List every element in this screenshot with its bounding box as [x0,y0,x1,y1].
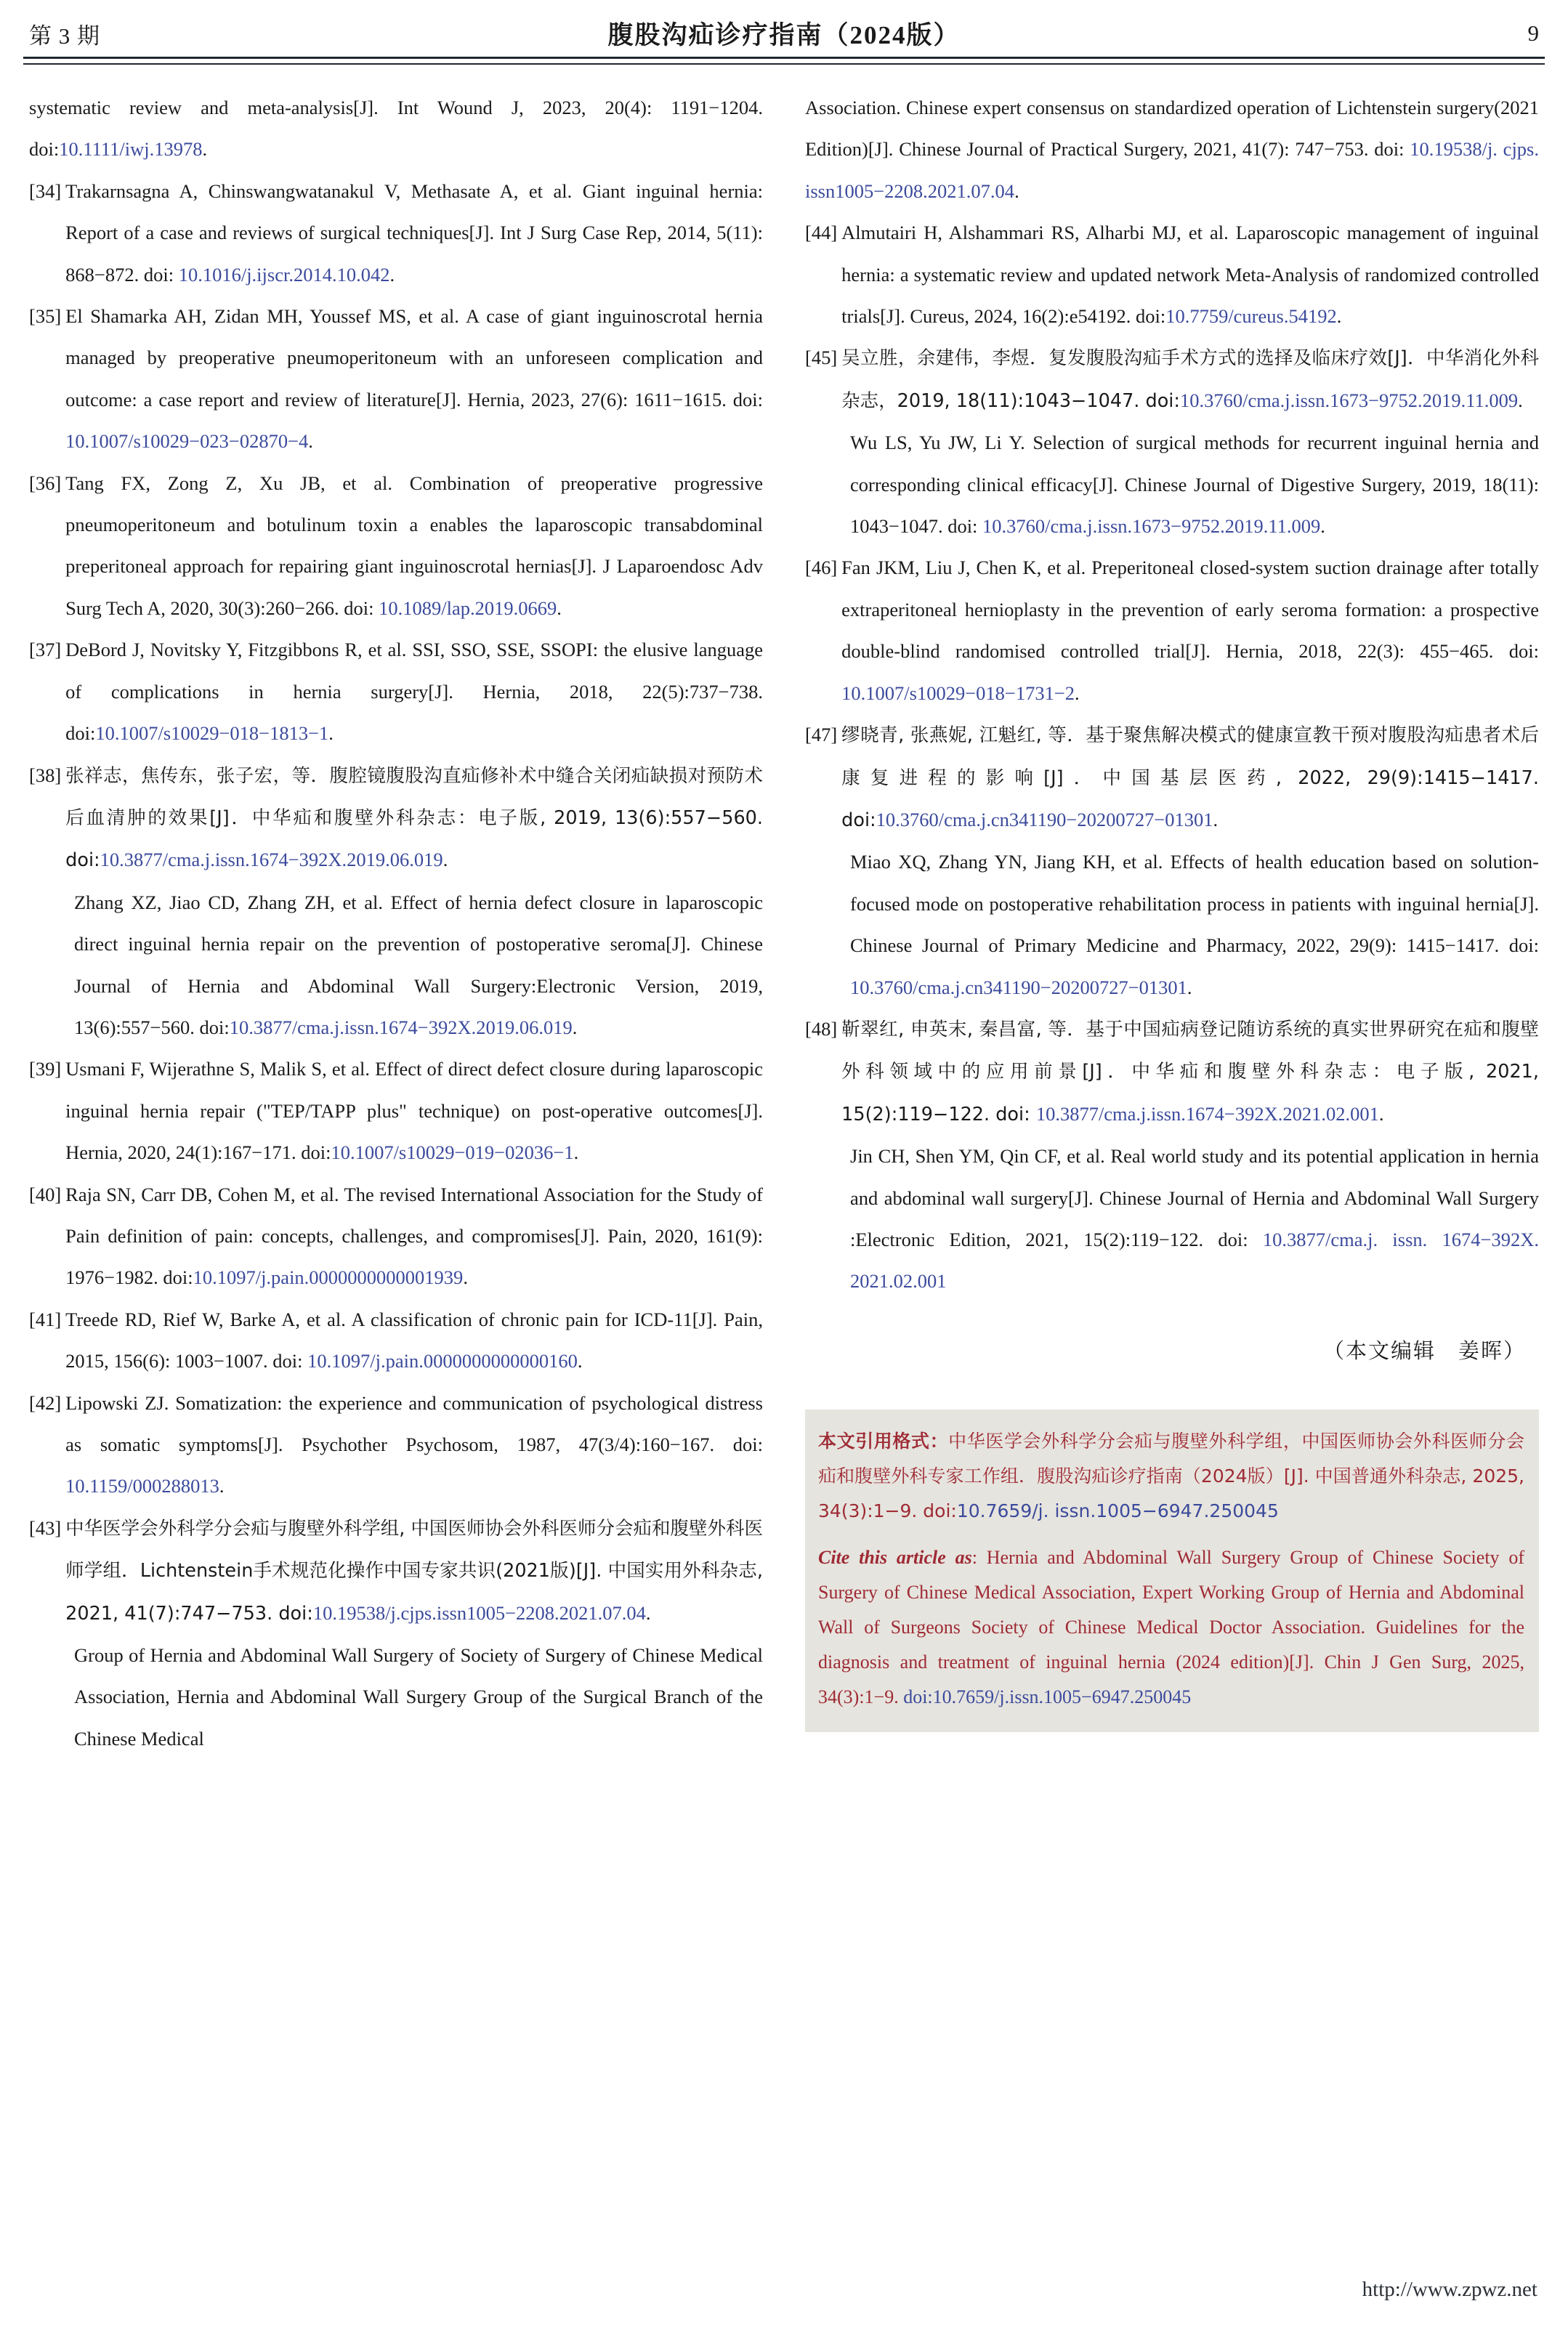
page-title: 腹股沟疝诊疗指南（2024版） [607,21,961,49]
citation-box [805,1410,1539,1732]
text-run: Group of Hernia and Abdominal Wall Surgery of Society of Surgery of Chinese Medical Association, Hernia and Abdominal Wall Surgery Group of the Surgical Branch of the Chinese Medical [74,1644,763,1750]
doi-link[interactable]: 10.1007/s10029−018−1813−1 [95,722,329,745]
text-run: Zhang XZ, Jiao CD, Zhang ZH, et al. Effect of hernia defect closure in laparoscopic direct inguinal hernia repair on the prevention of postoperative seroma[J]. Chinese Journal of Hernia and Abdominal Wall Surgery:Electronic Version, 2019, 13(6):557−560. doi: [74,891,763,1038]
right-column [805,87,1539,2223]
reference-item [805,337,1539,422]
reference-item [805,547,1539,714]
doi-link[interactable]: 10.1097/j.pain.0000000000001939 [193,1266,464,1289]
issue-label: 第 3 期 [29,23,100,49]
doi-link[interactable]: 10.1007/s10029−023−02870−4 [65,430,309,453]
reference-text [65,1383,763,1508]
text-run: Almutairi H, Alshammari RS, Alharbi MJ, et al. Laparoscopic management of inguinal hernia: a systematic review and updated network Meta-Analysis of randomized controlled trials[J]. Cureus, 2024, 16(2):e54192. doi: [841,222,1539,328]
doi-link[interactable]: 10.1007/s10029−019−02036−1 [331,1141,574,1164]
reference-text [65,1508,763,1635]
doi-link[interactable]: 10.1089/lap.2019.0669 [379,597,557,619]
citation-chinese-doi[interactable]: 10.7659/j. issn.1005−6947.250045 [956,1500,1279,1521]
doi-link[interactable]: 10.1007/s10029−018−1731−2 [841,682,1075,704]
header-rule [23,57,1545,65]
reference-translation-text [850,422,1539,547]
doi-link[interactable]: 10.1111/iwj.13978 [59,138,203,161]
reference-tag: [34] [29,179,62,202]
footer-url[interactable]: http://www.zpwz.net [1362,2278,1537,2301]
reference-tag: [42] [29,1391,62,1414]
reference-item [29,171,763,296]
text-run: . [1187,976,1192,998]
text-run: Fan JKM, Liu J, Chen K, et al. Preperitoneal closed-system suction drainage after totally extraperitoneal hernioplasty in the prevention of early seroma formation: a prospective double-blind randomised controlled trial[J]. Hernia, 2018, 22(3): 455−465. doi: [841,557,1539,663]
reference-text [841,1008,1539,1136]
doi-link[interactable]: 10.3877/cma.j.issn.1674−392X.2021.02.001 [1035,1102,1379,1125]
text-run: DeBord J, Novitsky Y, Fitzgibbons R, et al. SSI, SSO, SSE, SSOPI: the elusive language of complications in hernia surgery[J]. Hernia, 2018, 22(5):737−738. doi: [65,639,763,745]
citation-chinese-body: 中华医学会外科学分会疝与腹壁外科学组，中国医师协会外科医师分会疝和腹壁外科专家工作组．腹股沟疝诊疗指南（2024版）[J]. 中国普通外科杂志, 2025, 34(3):1−9. doi: [818,1430,1524,1521]
doi-link[interactable]: 10.3760/cma.j.issn.1673−9752.2019.11.009 [982,515,1321,538]
reference-item [29,755,763,882]
reference-item [29,463,763,630]
reference-translation [805,841,1539,1008]
doi-link[interactable]: 10.1159/000288013 [65,1475,219,1497]
reference-tag: [43] [29,1516,62,1539]
reference-text [65,629,763,754]
running-head [29,13,1539,54]
text-run: Usmani F, Wijerathne S, Malik S, et al. Effect of direct defect closure during laparoscopic inguinal hernia repair ("TEP/TAPP plus" technique) on post-operative outcomes[J]. Hernia, 2020, 24(1):167−171. doi: [65,1058,763,1164]
reference-translation [29,882,763,1049]
reference-item [29,629,763,754]
reference-continuation [29,87,763,171]
reference-text [65,1299,763,1383]
reference-text [65,755,763,882]
reference-item [805,714,1539,841]
text-run: . [1213,808,1219,830]
reference-tag: [40] [29,1183,62,1205]
text-run: . [645,1601,651,1624]
citation-chinese [818,1424,1524,1529]
reference-text [65,296,763,463]
reference-translation [805,1136,1539,1303]
reference-tag: [48] [805,1017,838,1040]
reference-text [841,337,1539,422]
reference-item [29,1383,763,1508]
reference-tag: [46] [805,557,838,579]
text-run: . [1075,682,1080,704]
text-run: Treede RD, Rief W, Barke A, et al. A classification of chronic pain for ICD-11[J]. Pain, 2015, 156(6): 1003−1007. doi: [65,1308,763,1372]
text-run: . [1336,305,1342,328]
reference-columns [29,87,1539,2223]
reference-tag: [37] [29,639,62,661]
text-run: . [1378,1102,1384,1125]
text-run: . [219,1475,225,1497]
reference-text [65,1048,763,1173]
reference-item [29,1174,763,1299]
text-run: Trakarnsagna A, Chinswangwatanakul V, Methasate A, et al. Giant inguinal hernia: Report of a case and reviews of surgical techniques[J]. Int J Surg Case Rep, 2014, 5(11): 868−872. doi: [65,179,763,286]
text-run: . [557,597,562,619]
doi-link[interactable]: 10.3760/cma.j.cn341190−20200727−01301 [850,976,1187,998]
reference-text [841,547,1539,714]
reference-text [841,714,1539,841]
text-run: Jin CH, Shen YM, Qin CF, et al. Real world study and its potential application in hernia and abdominal wall surgery[J]. Chinese Journal of Hernia and Abdominal Wall Surgery :Electronic Edition, 2021, 15(2):119−122. doi: [850,1145,1539,1250]
text-run: . [389,263,395,286]
citation-english-body: : Hernia and Abdominal Wall Surgery Group of Chinese Society of Surgery of Chinese Medical Association, Expert Working Group of Hernia and Abdominal Wall of Surgeons Society of Chinese Medical Doctor Association. Guidelines for the diagnosis and treatment of inguinal hernia (2024 edition)[J]. Chin J Gen Surg, 2025, 34(3):1−9. [818,1546,1524,1707]
text-run: . [442,849,448,871]
reference-text [65,1174,763,1299]
editor-credit: （本文编辑 姜晖） [1322,1338,1526,1363]
reference-text [65,463,763,630]
citation-english-lead: Cite this article as [818,1546,972,1568]
text-run: . [577,1350,583,1372]
reference-item [29,1299,763,1383]
text-run: . [1320,515,1325,538]
left-column [29,87,763,2223]
text-run: systematic review and meta-analysis[J]. Int Wound J, 2023, 20(4): 1191−1204. doi: [29,97,763,161]
text-run: . [308,430,313,453]
chinese-text: 靳翠红, 申英末, 秦昌富, 等．基于中国疝病登记随访系统的真实世界研究在疝和腹壁外科领域中的应用前景[J]．中华疝和腹壁外科杂志：电子版, 2021, 15(2):119−122. doi: [841,1018,1539,1125]
text-run: . [573,1141,579,1164]
doi-link[interactable]: 10.3760/cma.j.issn.1673−9752.2019.11.009 [1179,389,1519,411]
doi-link[interactable]: 10.19538/j. cjps. issn1005−2208.2021.07.04 [805,138,1539,202]
chinese-text: 中华医学会外科学分会疝与腹壁外科学组, 中国医师协会外科医师分会疝和腹壁外科医师学组．Lichtenstein手术规范化操作中国专家共识(2021版)[J]. 中国实用外科杂志, 2021, 41(7):747−753. doi: [65,1517,763,1625]
text-run: . [572,1016,578,1038]
chinese-text: 张祥志，焦传东，张子宏，等．腹腔镜腹股沟直疝修补术中缝合关闭疝缺损对预防术后血清肿的效果[J]．中华疝和腹壁外科杂志：电子版, 2019, 13(6):557−560. doi: [65,764,763,872]
doi-link[interactable]: 10.19538/j.cjps.issn1005−2208.2021.07.04 [312,1601,646,1624]
doi-link[interactable]: 10.3877/cma.j. issn. 1674−392X. 2021.02.001 [850,1228,1539,1293]
reference-item [805,212,1539,337]
doi-link[interactable]: 10.1097/j.pain.0000000000000160 [307,1350,578,1372]
reference-continuation [805,87,1539,212]
reference-tag: [38] [29,764,62,786]
reference-tag: [44] [805,222,838,244]
reference-text [65,171,763,296]
reference-translation [29,1635,763,1760]
text-run: Raja SN, Carr DB, Cohen M, et al. The revised International Association for the Study of Pain definition of pain: concepts, challenges, and compromises[J]. Pain, 2020, 161(9): 1976−1982. doi: [65,1183,763,1289]
doi-link[interactable]: 10.1016/j.ijscr.2014.10.042 [178,263,390,286]
reference-tag: [35] [29,305,62,328]
citation-english [818,1540,1524,1715]
text-run: Association. Chinese expert consensus on standardized operation of Lichtenstein surgery(2021 Edition)[J]. Chinese Journal of Practical Surgery, 2021, 41(7): 747−753. doi: [805,97,1539,161]
citation-english-doi[interactable]: doi:10.7659/j.issn.1005−6947.250045 [903,1686,1192,1707]
text-run: . [463,1266,468,1289]
reference-item [29,296,763,463]
reference-translation-text [850,1136,1539,1303]
reference-tag: [41] [29,1308,62,1330]
reference-tag: [39] [29,1058,62,1080]
text-run: . [202,138,208,161]
chinese-text: 吴立胜，余建伟，李煜．复发腹股沟疝手术方式的选择及临床疗效[J]．中华消化外科杂志，2019, 18(11):1043−1047. doi: [841,347,1539,412]
doi-link[interactable]: 10.3877/cma.j.issn.1674−392X.2019.06.019 [229,1016,573,1038]
text-run: . [1014,179,1019,202]
reference-text [841,212,1539,337]
text-run: Tang FX, Zong Z, Xu JB, et al. Combination of preoperative progressive pneumoperitoneum and botulinum toxin a enables the laparoscopic transabdominal preperitoneal approach for repairing giant inguinoscrotal hernias[J]. J Laparoendosc Adv Surg Tech A, 2020, 30(3):260−266. doi: [65,472,763,619]
text-run: . [1518,389,1523,411]
text-run: Wu LS, Yu JW, Li Y. Selection of surgical methods for recurrent inguinal hernia and corresponding clinical efficacy[J]. Chinese Journal of Digestive Surgery, 2019, 18(11): 1043−1047. doi: [850,432,1539,538]
text-run: Miao XQ, Zhang YN, Jiang KH, et al. Effects of health education based on solution-focused mode on postoperative rehabilitation process in patients with inguinal hernia[J]. Chinese Journal of Primary Medicine and Pharmacy, 2022, 29(9): 1415−1417. doi: [850,851,1539,957]
reference-tag: [47] [805,724,838,746]
reference-translation-text [74,1635,763,1760]
chinese-text: 缪晓青, 张燕妮, 江魁红, 等．基于聚焦解决模式的健康宣教干预对腹股沟疝患者术后康复进程的影响[J]．中国基层医药, 2022, 29(9):1415−1417. doi: [841,724,1539,831]
text-run: Lipowski ZJ. Somatization: the experience and communication of psychological distress as somatic symptoms[J]. Psychother Psychosom, 1987, 47(3/4):160−167. doi: [65,1391,763,1455]
reference-translation [805,422,1539,547]
doi-link[interactable]: 10.7759/cureus.54192 [1165,305,1337,328]
reference-translation-text [74,882,763,1049]
text-run: . [328,722,334,745]
reference-item [29,1048,763,1173]
reference-item [805,1008,1539,1136]
reference-translation-text [850,841,1539,1008]
doi-link[interactable]: 10.3877/cma.j.issn.1674−392X.2019.06.019 [100,849,443,871]
page-number: 9 [1527,20,1539,46]
doi-link[interactable]: 10.3760/cma.j.cn341190−20200727−01301 [876,808,1213,830]
reference-tag: [36] [29,472,62,494]
citation-chinese-lead: 本文引用格式： [818,1430,949,1452]
text-run: El Shamarka AH, Zidan MH, Youssef MS, et al. A case of giant inguinoscrotal hernia managed by preoperative pneumoperitoneum with an unforeseen complication and outcome: a case report and review of literature[J]. Hernia, 2023, 27(6): 1611−1615. doi: [65,305,763,411]
reference-tag: [45] [805,347,838,369]
reference-item [29,1508,763,1635]
